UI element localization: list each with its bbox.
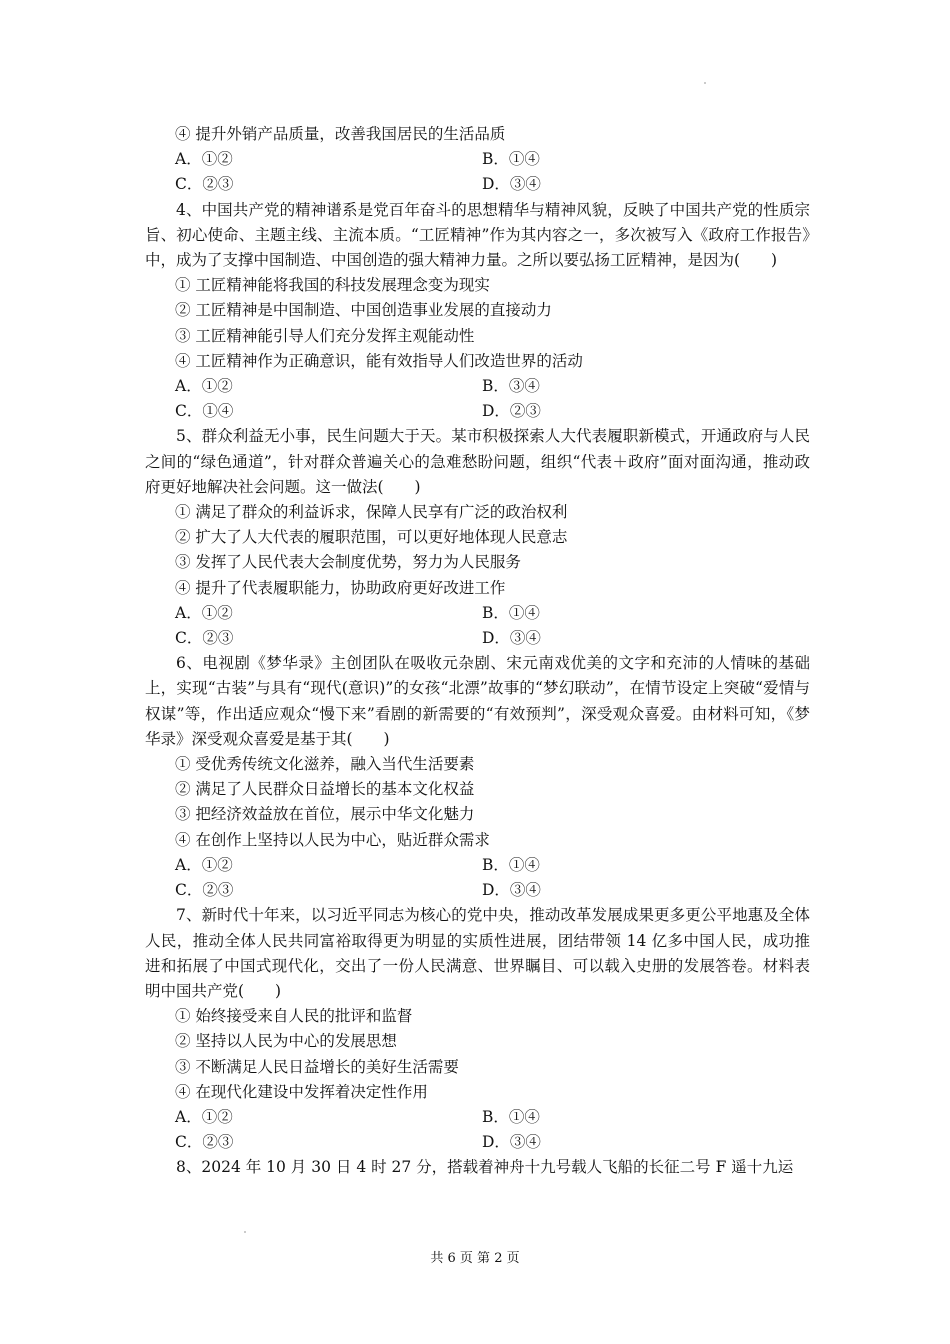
q7-option-4: ④ 在现代化建设中发挥着决定性作用 bbox=[175, 1082, 428, 1101]
q6-option-3: ③ 把经济效益放在首位，展示中华文化魅力 bbox=[175, 805, 475, 824]
q4-choice-d: D．②③ bbox=[482, 402, 541, 421]
question-content bbox=[145, 122, 810, 1181]
q4-option-4: ④ 工匠精神作为正确意识，能有效指导人们改造世界的活动 bbox=[175, 351, 583, 370]
q7-option-2: ② 坚持以人民为中心的发展思想 bbox=[175, 1032, 397, 1051]
q4-stem: 4、中国共产党的精神谱系是党百年奋斗的思想精华与精神风貌，反映了中国共产党的性质宗旨、初心使命、主题主线、主流本质。“工匠精神”作为其内容之一，多次被写入《政府工作报告》中，成为了支撑中国制造、中国创造的强大精神力量。之所以要弘扬工匠精神，是因为( ) bbox=[145, 200, 810, 270]
q5-option-1: ① 满足了群众的利益诉求，保障人民享有广泛的政治权利 bbox=[175, 503, 568, 522]
q6-choice-d: D．③④ bbox=[482, 881, 541, 900]
q5-option-3: ③ 发挥了人民代表大会制度优势，努力为人民服务 bbox=[175, 553, 521, 572]
q8-stem: 8、2024 年 10 月 30 日 4 时 27 分，搭载着神舟十九号载人飞船的长征二号 F 遥十九运 bbox=[176, 1158, 794, 1177]
q7-choice-a: A．①② bbox=[175, 1107, 233, 1126]
q7-choice-b: B．①④ bbox=[482, 1107, 540, 1126]
q6-choice-c: C．②③ bbox=[175, 881, 234, 900]
q6-choice-a: A．①② bbox=[175, 855, 233, 874]
q6-stem: 6、电视剧《梦华录》主创团队在吸收元杂剧、宋元南戏优美的文字和充沛的人情味的基础上，实现“古装”与具有“现代(意识)”的女孩“北漂”故事的“梦幻联动”，在情节设定上突破“爱情与权谋”等，作出适应观众“慢下来”看剧的新需要的“有效预判”，深受观众喜爱。由材料可知，《梦华录》深受观众喜爱是基于其( ) bbox=[145, 654, 810, 748]
q7-option-3: ③ 不断满足人民日益增长的美好生活需要 bbox=[175, 1057, 459, 1076]
scan-speck bbox=[704, 82, 706, 84]
q6-option-2: ② 满足了人民群众日益增长的基本文化权益 bbox=[175, 780, 475, 799]
q6-option-4: ④ 在创作上坚持以人民为中心，贴近群众需求 bbox=[175, 830, 490, 849]
q5-option-2: ② 扩大了人大代表的履职范围，可以更好地体现人民意志 bbox=[175, 528, 568, 547]
q4-option-2: ② 工匠精神是中国制造、中国创造事业发展的直接动力 bbox=[175, 301, 552, 320]
q4-choice-b: B．③④ bbox=[482, 377, 540, 396]
q5-choice-d: D．③④ bbox=[482, 629, 541, 648]
q4-choices-row-1 bbox=[145, 374, 810, 399]
q3-choice-a: A．①② bbox=[175, 150, 233, 169]
q5-stem: 5、群众利益无小事，民生问题大于天。某市积极探索人大代表履职新模式，开通政府与人民之间的“绿色通道”，针对群众普遍关心的急难愁盼问题，组织“代表＋政府”面对面沟通，推动政府更好地解决社会问题。这一做法( ) bbox=[145, 427, 810, 496]
q4-choices-row-2 bbox=[145, 399, 810, 424]
scan-speck bbox=[244, 1231, 246, 1233]
q6-choice-b: B．①④ bbox=[482, 855, 540, 874]
q7-choice-c: C．②③ bbox=[175, 1133, 234, 1152]
q4-choice-a: A．①② bbox=[175, 377, 233, 396]
q3-choice-d: D．③④ bbox=[482, 175, 541, 194]
q5-choice-a: A．①② bbox=[175, 603, 233, 622]
q5-option-4: ④ 提升了代表履职能力，协助政府更好改进工作 bbox=[175, 578, 506, 597]
q7-choice-d: D．③④ bbox=[482, 1133, 541, 1152]
q4-option-3: ③ 工匠精神能引导人们充分发挥主观能动性 bbox=[175, 326, 475, 345]
q7-choices-row-2 bbox=[145, 1130, 810, 1155]
q5-choice-c: C．②③ bbox=[175, 629, 234, 648]
q4-choice-c: C．①④ bbox=[175, 402, 234, 421]
q6-choices-row-1 bbox=[145, 853, 810, 878]
page-footer: 共 6 页 第 2 页 bbox=[430, 1251, 520, 1266]
q5-choice-b: B．①④ bbox=[482, 603, 540, 622]
q3-choice-c: C．②③ bbox=[175, 175, 234, 194]
q5-choices-row-1 bbox=[145, 601, 810, 626]
q6-option-1: ① 受优秀传统文化滋养，融入当代生活要素 bbox=[175, 755, 475, 774]
q3-option-4: ④ 提升外销产品质量，改善我国居民的生活品质 bbox=[175, 125, 506, 143]
q7-stem: 7、新时代十年来，以习近平同志为核心的党中央，推动改革发展成果更多更公平地惠及全体人民，推动全体人民共同富裕取得更为明显的实质性进展，团结带领 14 亿多中国人民，成功推进和拓展了中国式现代化，交出了一份人民满意、世界瞩目、可以载入史册的发展答卷。材料表明中国共产党( ) bbox=[145, 906, 810, 1000]
q3-choice-b: B．①④ bbox=[482, 150, 540, 169]
q4-option-1: ① 工匠精神能将我国的科技发展理念变为现实 bbox=[175, 276, 490, 295]
q3-choices-row-2 bbox=[145, 172, 810, 197]
q6-choices-row-2 bbox=[145, 878, 810, 903]
q7-option-1: ① 始终接受来自人民的批评和监督 bbox=[175, 1007, 413, 1026]
q7-choices-row-1 bbox=[145, 1105, 810, 1130]
q5-choices-row-2 bbox=[145, 626, 810, 651]
q3-choices-row-1 bbox=[145, 147, 810, 172]
